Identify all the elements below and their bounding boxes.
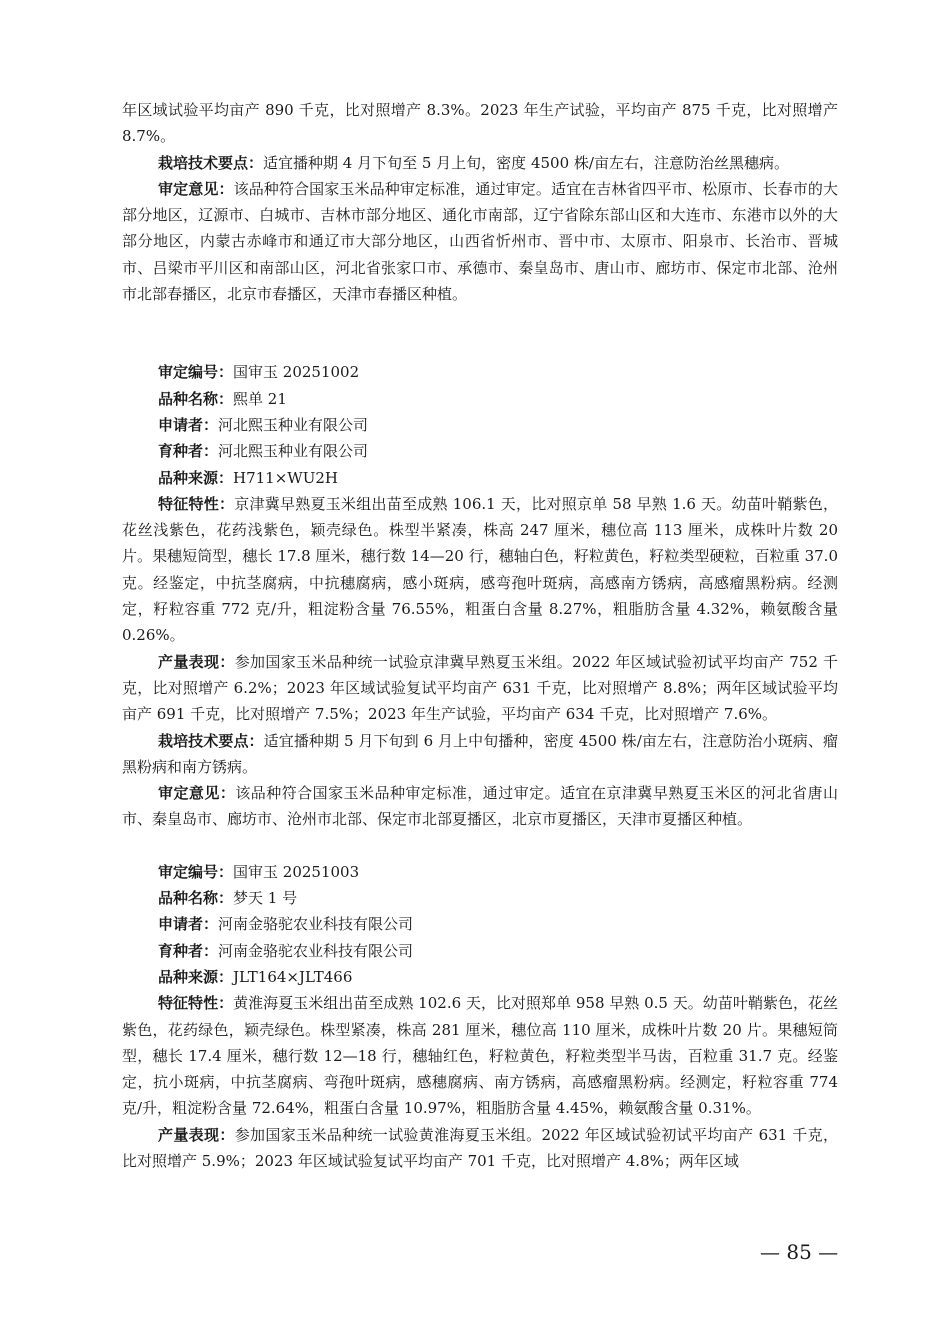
field-value: 国审玉 20251002 — [233, 363, 360, 382]
opinion-paragraph — [122, 780, 838, 833]
field-label: 审定意见： — [158, 179, 234, 198]
field-value: 河北熙玉种业有限公司 — [218, 415, 369, 434]
field-label: 栽培技术要点： — [158, 731, 264, 750]
variety-name — [122, 885, 838, 911]
variety-source — [122, 964, 838, 990]
field-text: 该品种符合国家玉米品种审定标准，通过审定。适宜在京津冀早熟夏玉米区的河北省唐山市、秦皇岛市、廊坊市、沧州市北部、保定市北部夏播区，北京市夏播区，天津市夏播区种植。 — [122, 784, 838, 829]
field-label: 育种者： — [158, 941, 219, 960]
field-value: 国审玉 20251003 — [233, 862, 360, 881]
cultivation-paragraph — [122, 150, 838, 176]
field-label: 特征特性： — [158, 494, 235, 513]
section-gap — [122, 307, 838, 333]
field-text: 参加国家玉米品种统一试验京津冀早熟夏玉米组。2022 年区域试验初试平均亩产 752 千克，比对照增产 6.2%；2023 年区域试验复试平均亩产 631 千克，比对照增产 8.8%；两年区域试验平均亩产 691 千克，比对照增产 7.5%；2023 年生产试验，平均亩产 634 千克，比对照增产 7.6%。 — [122, 652, 838, 724]
variety-source — [122, 465, 838, 491]
breeder — [122, 938, 838, 964]
field-label: 产量表现： — [158, 652, 235, 671]
field-text: 黄淮海夏玉米组出苗至成熟 102.6 天，比对照郑单 958 早熟 0.5 天。幼苗叶鞘紫色，花丝紫色，花药绿色，颖壳绿色。株型紧凑，株高 281 厘米，穗位高 110 厘米，成株叶片数 20 片。果穗短筒型，穗长 17.4 厘米，穗行数 12—18 行，穗轴红色，籽粒黄色，籽粒类型半马齿，百粒重 31.7 克。经鉴定，抗小斑病，中抗茎腐病、弯孢叶斑病，感穗腐病、南方锈病，高感瘤黑粉病。经测定，籽粒容重 774 克/升，粗淀粉含量 72.64%，粗蛋白含量 10.97%，粗脂肪含量 4.45%，赖氨酸含量 0.31%。 — [122, 994, 838, 1118]
variety-name — [122, 386, 838, 412]
characteristics-paragraph — [122, 990, 838, 1121]
section-gap — [122, 833, 838, 859]
characteristics-paragraph — [122, 491, 838, 649]
field-value: 河南金骆驼农业科技有限公司 — [218, 915, 414, 934]
field-label: 品种名称： — [158, 889, 234, 908]
yield-paragraph — [122, 1122, 838, 1175]
approval-number — [122, 359, 838, 385]
field-value: JLT164×JLT466 — [233, 967, 353, 986]
field-label: 申请者： — [158, 915, 219, 934]
field-label: 申请者： — [158, 415, 219, 434]
field-text: 参加国家玉米品种统一试验黄淮海夏玉米组。2022 年区域试验初试平均亩产 631 千克，比对照增产 5.9%；2023 年区域试验复试平均亩产 701 千克，比对照增产 4.8%；两年区域 — [122, 1125, 838, 1170]
field-label: 品种名称： — [158, 389, 234, 408]
applicant — [122, 412, 838, 438]
field-value: 河南金骆驼农业科技有限公司 — [218, 941, 414, 960]
page-number: — 85 — — [760, 1240, 839, 1264]
field-value: H711×WU2H — [233, 468, 338, 487]
field-label: 特征特性： — [158, 994, 234, 1013]
field-label: 审定编号： — [158, 862, 234, 881]
field-value: 河北熙玉种业有限公司 — [218, 442, 369, 461]
field-label: 栽培技术要点： — [158, 153, 264, 172]
section-gap — [122, 333, 838, 359]
document-body — [122, 97, 838, 1174]
continued-paragraph — [122, 97, 838, 150]
field-label: 审定意见： — [158, 784, 236, 803]
opinion-paragraph — [122, 176, 838, 307]
field-text: 适宜播种期 4 月下旬至 5 月上旬，密度 4500 株/亩左右，注意防治丝黑穗病。 — [263, 153, 789, 172]
field-label: 育种者： — [158, 442, 219, 461]
breeder — [122, 438, 838, 464]
approval-number — [122, 859, 838, 885]
field-label: 审定编号： — [158, 363, 234, 382]
field-text: 适宜播种期 5 月下旬到 6 月上中旬播种，密度 4500 株/亩左右，注意防治小斑病、瘤黑粉病和南方锈病。 — [122, 731, 838, 776]
field-text: 该品种符合国家玉米品种审定标准，通过审定。适宜在吉林省四平市、松原市、长春市的大部分地区，辽源市、白城市、吉林市部分地区、通化市南部，辽宁省除东部山区和大连市、东港市以外的大部分地区，内蒙古赤峰市和通辽市大部分地区，山西省忻州市、晋中市、太原市、阳泉市、长治市、晋城市、吕梁市平川区和南部山区，河北省张家口市、承德市、秦皇岛市、唐山市、廊坊市、保定市北部、沧州市北部春播区，北京市春播区，天津市春播区种植。 — [122, 179, 838, 304]
field-value: 熙单 21 — [233, 389, 287, 408]
yield-paragraph — [122, 649, 838, 728]
paragraph-text: 年区域试验平均亩产 890 千克，比对照增产 8.3%。2023 年生产试验，平均亩产 875 千克，比对照增产 8.7%。 — [122, 101, 838, 146]
field-label: 产量表现： — [158, 1125, 235, 1144]
field-value: 梦天 1 号 — [233, 889, 298, 908]
field-text: 京津冀早熟夏玉米组出苗至成熟 106.1 天，比对照京单 58 早熟 1.6 天。幼苗叶鞘紫色，花丝浅紫色，花药浅紫色，颖壳绿色。株型半紧凑，株高 247 厘米，穗位高 113 厘米，成株叶片数 20 片。果穗短筒型，穗长 17.8 厘米，穗行数 14—20 行，穗轴白色，籽粒黄色，籽粒类型硬粒，百粒重 37.0 克。经鉴定，中抗茎腐病，中抗穗腐病，感小斑病，感弯孢叶斑病，高感南方锈病，高感瘤黑粉病。经测定，籽粒容重 772 克/升，粗淀粉含量 76.55%，粗蛋白含量 8.27%，粗脂肪含量 4.32%，赖氨酸含量 0.26%。 — [122, 494, 838, 645]
field-label: 品种来源： — [158, 967, 234, 986]
cultivation-paragraph — [122, 728, 838, 781]
applicant — [122, 911, 838, 937]
field-label: 品种来源： — [158, 468, 234, 487]
